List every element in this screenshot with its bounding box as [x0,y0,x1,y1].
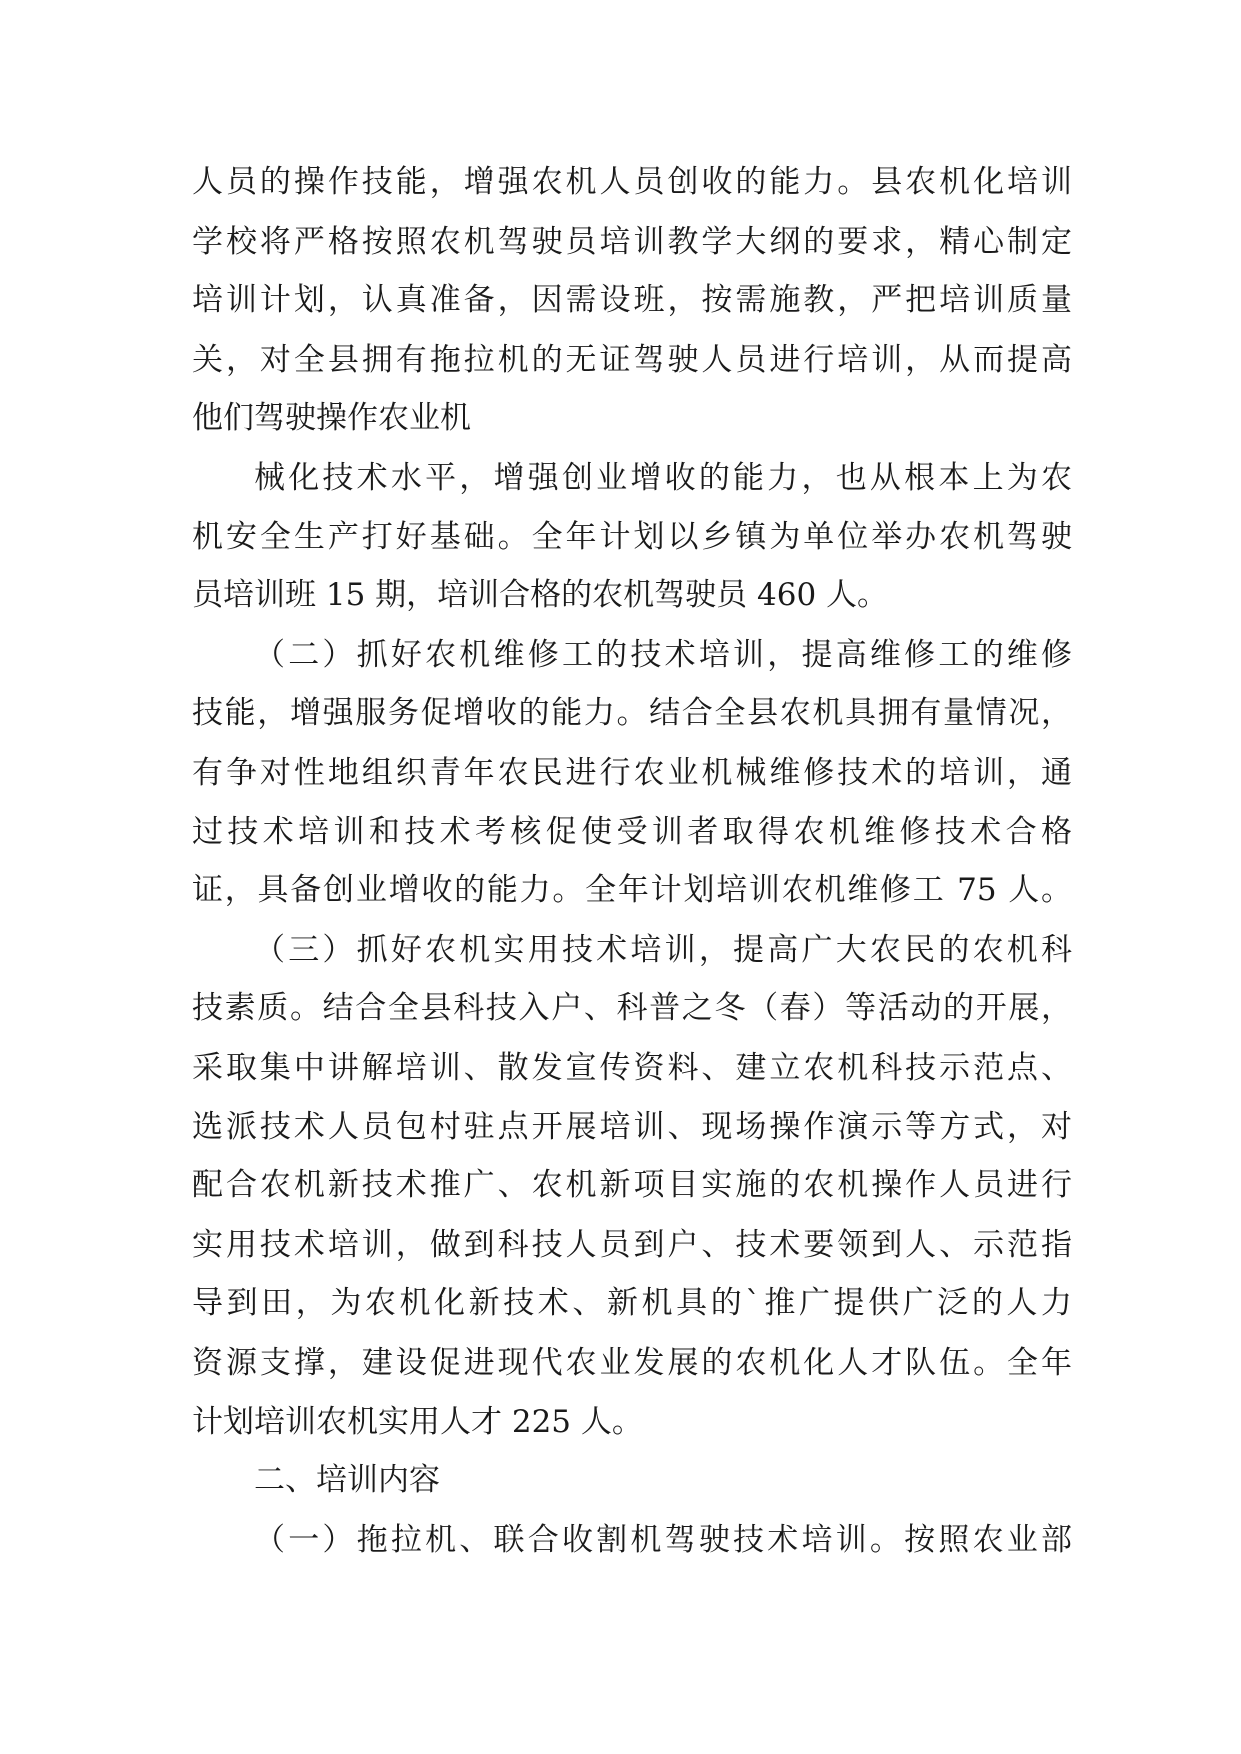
text-line: 培训计划，认真准备，因需设班，按需施教，严把培训质量 [192,282,1072,318]
text-line: 人员的操作技能，增强农机人员创收的能力。县农机化培训 [192,164,1072,200]
text-line: （一）拖拉机、联合收割机驾驶技术培训。按照农业部 [254,1522,1072,1558]
text-line: 实用技术培训，做到科技人员到户、技术要领到人、示范指 [192,1227,1072,1263]
text-line: 配合农机新技术推广、农机新项目实施的农机操作人员进行 [192,1167,1072,1203]
text-line: 计划培训农机实用人才 225 人。 [192,1404,643,1440]
text-line: 技能，增强服务促增收的能力。结合全县农机具拥有量情况， [192,695,1072,731]
text-line: 过技术培训和技术考核促使受训者取得农机维修技术合格 [192,814,1072,850]
text-line: 资源支撑，建设促进现代农业发展的农机化人才队伍。全年 [192,1345,1072,1381]
text-line: （二）抓好农机维修工的技术培训，提高维修工的维修 [254,637,1072,673]
text-line: （三）抓好农机实用技术培训，提高广大农民的农机科 [254,932,1072,968]
text-line: 械化技术水平，增强创业增收的能力，也从根本上为农 [254,460,1072,496]
text-line: 采取集中讲解培训、散发宣传资料、建立农机科技示范点、 [192,1050,1072,1086]
text-line: 他们驾驶操作农业机 [192,400,471,436]
text-line: 技素质。结合全县科技入户、科普之冬（春）等活动的开展， [192,990,1072,1026]
text-line: 关，对全县拥有拖拉机的无证驾驶人员进行培训，从而提高 [192,342,1072,378]
text-line: 导到田，为农机化新技术、新机具的`推广提供广泛的人力 [192,1285,1072,1321]
text-line: 员培训班 15 期，培训合格的农机驾驶员 460 人。 [192,577,889,613]
text-line: 证，具备创业增收的能力。全年计划培训农机维修工 75 人。 [192,872,1072,908]
text-line: 机安全生产打好基础。全年计划以乡镇为单位举办农机驾驶 [192,519,1072,555]
text-line: 选派技术人员包村驻点开展培训、现场操作演示等方式，对 [192,1109,1072,1145]
section-heading: 二、培训内容 [254,1462,440,1498]
text-line: 有争对性地组织青年农民进行农业机械维修技术的培训，通 [192,755,1072,791]
text-line: 学校将严格按照农机驾驶员培训教学大纲的要求，精心制定 [192,224,1072,260]
